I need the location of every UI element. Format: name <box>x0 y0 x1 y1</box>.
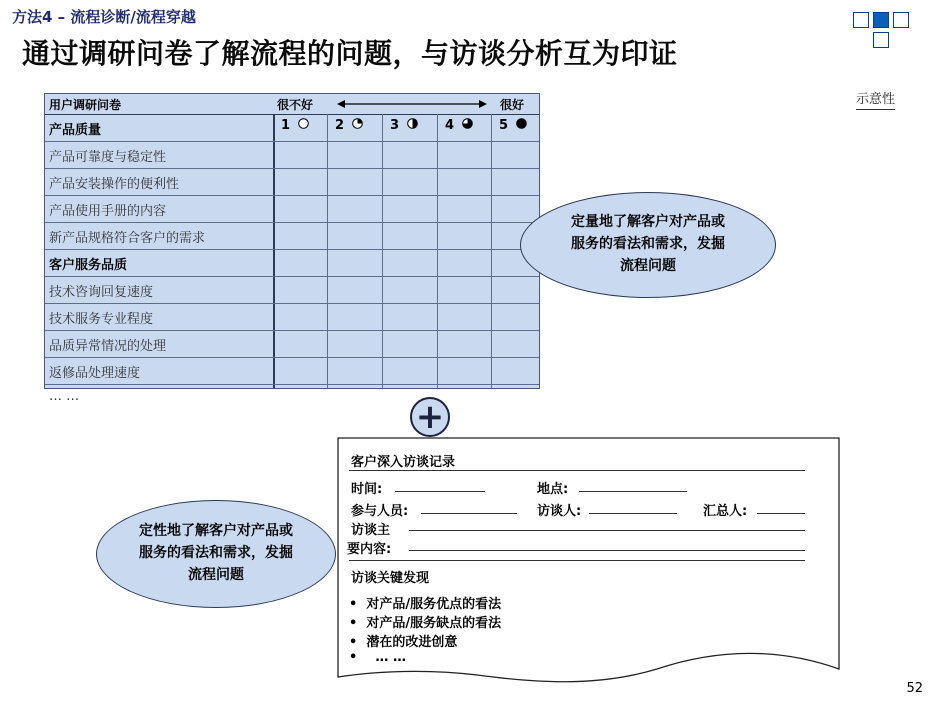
time-field-line <box>395 491 485 492</box>
place-field-line <box>579 491 687 492</box>
question-label: 产品安装操作的便利性 <box>49 177 180 192</box>
grid-row-divider <box>45 330 539 331</box>
interview-title: 客户深入访谈记录 <box>351 455 456 470</box>
grid-column-divider <box>491 114 492 388</box>
quantitative-oval-text: 定量地了解客户对产品或服务的看法和需求，发掘流程问题 <box>571 214 725 274</box>
interviewee-label: 访谈人: <box>537 504 582 519</box>
grid-row-divider <box>45 357 539 358</box>
question-label: 新产品规格符合客户的需求 <box>49 231 206 246</box>
survey-header <box>45 94 539 115</box>
grid-column-divider <box>327 114 328 388</box>
main-content-line-2 <box>409 550 805 551</box>
participants-label: 参与人员: <box>351 504 409 519</box>
section-divider <box>349 560 805 561</box>
grid-row-divider <box>45 303 539 304</box>
main-content-label-2: 要内容: <box>347 542 392 557</box>
qualitative-oval-text: 定性地了解客户对产品或服务的看法和需求，发掘流程问题 <box>139 523 293 583</box>
rating-2: 2 <box>335 118 363 133</box>
survey-title: 用户调研问卷 <box>49 98 122 112</box>
quantitative-oval <box>520 192 776 298</box>
grid-row-divider <box>45 141 539 142</box>
question-label: 技术咨询回复速度 <box>49 285 154 300</box>
question-label: 产品可靠度与稳定性 <box>49 150 167 165</box>
interview-record <box>337 437 841 685</box>
page-title: 通过调研问卷了解流程的问题，与访谈分析互为印证 <box>22 37 678 70</box>
question-label: 产品使用手册的内容 <box>49 204 167 219</box>
section-label: 产品质量 <box>49 123 102 138</box>
summarizer-field-line <box>757 513 805 514</box>
grid-column-divider <box>437 114 438 388</box>
scale-low-label: 很不好 <box>277 98 314 112</box>
place-label: 地点: <box>537 482 569 497</box>
finding-item: • 对产品/服务缺点的看法 <box>349 616 502 631</box>
participants-field-line <box>421 513 517 514</box>
grid-column-divider <box>273 114 275 388</box>
grid-row-divider <box>45 222 539 223</box>
qualitative-oval <box>96 500 336 608</box>
question-label: 品质异常情况的处理 <box>49 339 167 354</box>
finding-item: • 潜在的改进创意 <box>349 635 458 650</box>
rating-1: 1 <box>281 118 309 133</box>
grid-row-divider <box>45 384 539 385</box>
rating-5: 5 <box>499 118 527 133</box>
grid-row-divider <box>45 195 539 196</box>
grid-row-divider <box>45 276 539 277</box>
interviewee-field-line <box>589 513 677 514</box>
harvey-ball-icon <box>462 118 473 129</box>
rating-4: 4 <box>445 118 473 133</box>
rating-3: 3 <box>390 118 418 133</box>
logo-icon <box>853 12 915 56</box>
time-label: 时间: <box>351 482 383 497</box>
grid-row-divider <box>45 168 539 169</box>
breadcrumb: 方法4 – 流程诊断/流程穿越 <box>12 8 196 26</box>
title-underline <box>349 470 805 471</box>
main-content-line-1 <box>409 530 805 531</box>
question-label: 返修品处理速度 <box>49 366 141 381</box>
harvey-ball-icon <box>407 118 418 129</box>
findings-title: 访谈关键发现 <box>351 571 430 586</box>
grid-column-divider <box>382 114 383 388</box>
harvey-ball-icon <box>298 118 309 129</box>
survey-table <box>44 93 540 404</box>
question-label: … … <box>49 389 80 404</box>
harvey-ball-icon <box>516 118 527 129</box>
harvey-ball-icon <box>352 118 363 129</box>
scale-high-label: 很好 <box>500 98 525 112</box>
question-label: 技术服务专业程度 <box>49 312 154 327</box>
scale-arrow-icon <box>337 99 487 109</box>
illustrative-label: 示意性 <box>856 88 895 110</box>
finding-item: • 对产品/服务优点的看法 <box>349 597 502 612</box>
summarizer-label: 汇总人: <box>703 504 748 519</box>
finding-item: • … … <box>349 650 406 665</box>
grid-row-divider <box>45 249 539 250</box>
page-number: 52 <box>906 681 923 696</box>
plus-icon: + <box>410 397 450 437</box>
main-content-label-1: 访谈主 <box>351 523 391 538</box>
section-label: 客户服务品质 <box>49 258 128 273</box>
